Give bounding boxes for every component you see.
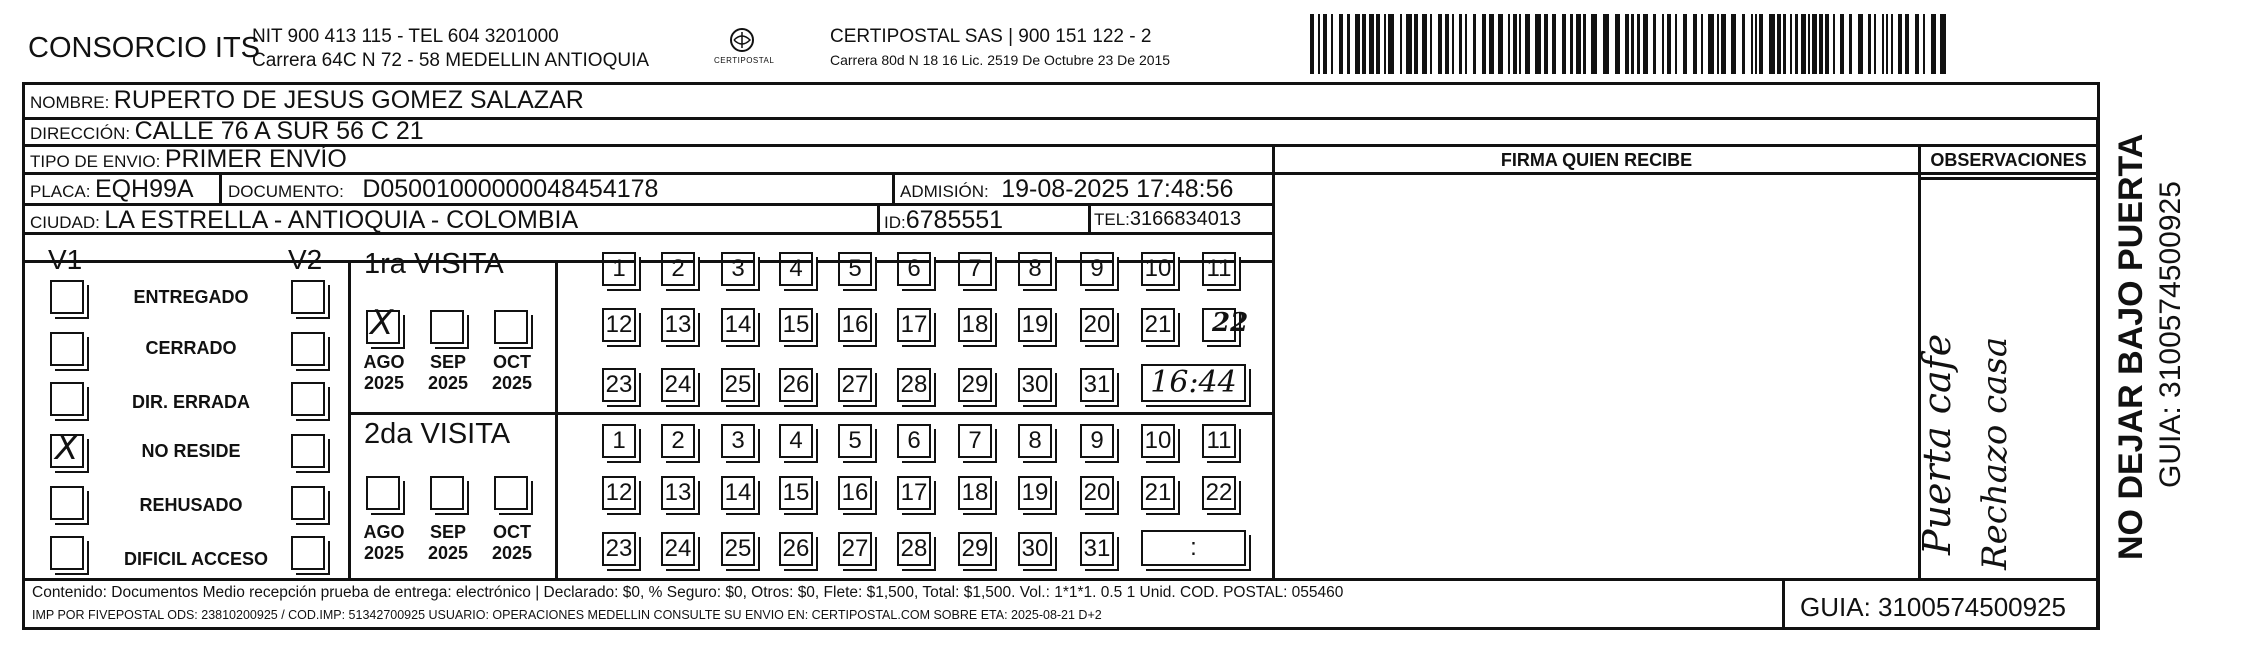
first-visit-day-23[interactable]: 23: [602, 368, 636, 402]
first-visit-day-25[interactable]: 25: [721, 368, 755, 402]
barcode-bar: [1323, 14, 1327, 74]
tipo-envio-label: TIPO DE ENVIO:: [30, 152, 161, 171]
barcode-bar: [1347, 14, 1350, 74]
first-visit-day-2[interactable]: 2: [661, 252, 695, 286]
barcode-bar: [1508, 14, 1510, 74]
status-entregado: ENTREGADO: [133, 287, 249, 307]
second-visit-day-9[interactable]: 9: [1080, 424, 1114, 458]
v1-dificil-acceso-checkbox[interactable]: [50, 536, 84, 570]
month-year: 2025: [363, 373, 405, 393]
tipo-envio-value: PRIMER ENVÍO: [164, 145, 347, 173]
second-visit-day-25[interactable]: 25: [721, 532, 755, 566]
barcode-bar: [1310, 14, 1314, 74]
second-visit-day-7[interactable]: 7: [958, 424, 992, 458]
company-nit-tel: NIT 900 413 115 - TEL 604 3201000: [252, 26, 559, 47]
barcode-bar: [1783, 14, 1786, 74]
placa-value: EQH99A: [94, 175, 194, 203]
barcode-bar: [1414, 14, 1418, 74]
divider: [1920, 177, 2100, 180]
status-dificil-acceso: DIFICIL ACCESO: [123, 549, 268, 569]
divider: [219, 172, 222, 204]
barcode-icon: [1310, 14, 1948, 74]
observation-line-2: Rechazo casa: [1975, 336, 2015, 570]
barcode-bar: [1562, 14, 1566, 74]
month-year: 2025: [491, 543, 533, 563]
barcode-bar: [1769, 14, 1775, 74]
barcode-bar: [1751, 14, 1753, 74]
first-visit-day-15[interactable]: 15: [779, 308, 813, 342]
first-visit-day-27[interactable]: 27: [838, 368, 872, 402]
second-visit-time-value: :: [1190, 534, 1197, 561]
barcode-bar: [1438, 14, 1442, 74]
month-year: 2025: [427, 373, 469, 393]
certipostal-logo-text: CERTIPOSTAL: [714, 56, 775, 65]
ciudad-label: CIUDAD:: [30, 213, 100, 232]
divider: [348, 412, 1272, 415]
id-value: 6785551: [905, 206, 1004, 234]
barcode-bar: [1465, 14, 1467, 74]
divider: [1088, 203, 1091, 233]
first-visit-day-3[interactable]: 3: [721, 252, 755, 286]
first-visit-day-29[interactable]: 29: [958, 368, 992, 402]
barcode-bar: [1808, 14, 1810, 74]
company-name: CONSORCIO ITS: [28, 32, 261, 64]
side-guia: GUIA: 3100574500925: [2154, 181, 2187, 488]
barcode-bar: [1693, 14, 1697, 74]
barcode-bar: [1759, 14, 1763, 74]
firma-header: FIRMA QUIEN RECIBE: [1500, 150, 1693, 170]
barcode-bar: [1868, 14, 1871, 74]
first-visit-oct-checkbox[interactable]: [494, 310, 528, 344]
barcode-bar: [1825, 14, 1829, 74]
barcode-bar: [1849, 14, 1852, 74]
second-visit-day-8[interactable]: 8: [1018, 424, 1052, 458]
barcode-bar: [1637, 14, 1640, 74]
divider: [2096, 117, 2099, 630]
barcode-bar: [1422, 14, 1427, 74]
nombre-label: NOMBRE:: [30, 93, 110, 112]
v1-label: V1: [48, 244, 83, 275]
barcode-bar: [1331, 14, 1333, 74]
second-visit-day-19[interactable]: 19: [1018, 476, 1052, 510]
first-visit-day-30[interactable]: 30: [1018, 368, 1052, 402]
barcode-bar: [1615, 14, 1620, 74]
status-no-reside: NO RESIDE: [141, 441, 241, 461]
v2-label: V2: [288, 244, 323, 275]
barcode-bar: [1721, 14, 1726, 74]
barcode-bar: [1482, 14, 1486, 74]
barcode-bar: [1882, 14, 1884, 74]
second-visit-day-27[interactable]: 27: [838, 532, 872, 566]
barcode-bar: [1603, 14, 1609, 74]
first-visit-day-1[interactable]: 1: [602, 252, 636, 286]
first-visit-day-24[interactable]: 24: [661, 368, 695, 402]
first-visit-month-oct: [482, 352, 542, 394]
barcode-bar: [1708, 14, 1714, 74]
barcode-bar: [1915, 14, 1919, 74]
second-visit-day-1[interactable]: 1: [602, 424, 636, 458]
id-label: ID:: [884, 213, 906, 232]
barcode-bar: [1898, 14, 1902, 74]
divider: [348, 260, 351, 578]
second-visit-day-17[interactable]: 17: [897, 476, 931, 510]
barcode-bar: [1362, 14, 1366, 74]
barcode-bar: [1742, 14, 1745, 74]
documento-label: DOCUMENTO:: [228, 182, 344, 201]
month-name: AGO: [363, 352, 405, 372]
second-visit-month-oct: [482, 522, 542, 564]
barcode-bar: [1701, 14, 1703, 74]
barcode-bar: [1731, 14, 1736, 74]
barcode-bar: [1905, 14, 1909, 74]
barcode-bar: [1931, 14, 1936, 74]
id-row: [884, 206, 1003, 235]
second-visit-day-20[interactable]: 20: [1080, 476, 1114, 510]
admision-row: [900, 175, 1233, 204]
barcode-bar: [1886, 14, 1888, 74]
first-visit-day-20[interactable]: 20: [1080, 308, 1114, 342]
second-visit-month-sep: [418, 522, 478, 564]
first-visit-day-7[interactable]: 7: [958, 252, 992, 286]
divider: [22, 578, 2100, 581]
nombre-row: [30, 86, 584, 115]
second-visit-day-4[interactable]: 4: [779, 424, 813, 458]
v1-cerrado-checkbox[interactable]: [50, 332, 84, 366]
barcode-bar: [1812, 14, 1817, 74]
second-visit-day-14[interactable]: 14: [721, 476, 755, 510]
second-visit-day-16[interactable]: 16: [838, 476, 872, 510]
second-visit-day-10[interactable]: 10: [1141, 424, 1175, 458]
second-visit-day-3[interactable]: 3: [721, 424, 755, 458]
second-visit-day-6[interactable]: 6: [897, 424, 931, 458]
v1-dir-errada-checkbox[interactable]: [50, 382, 84, 416]
first-visit-sep-checkbox[interactable]: [430, 310, 464, 344]
v2-dificil-acceso-checkbox[interactable]: [291, 536, 325, 570]
second-visit-day-2[interactable]: 2: [661, 424, 695, 458]
barcode-bar: [1653, 14, 1656, 74]
ciudad-value: LA ESTRELLA - ANTIOQUIA - COLOMBIA: [104, 206, 579, 234]
barcode-bar: [1339, 14, 1343, 74]
v1-entregado-checkbox[interactable]: [50, 280, 84, 314]
placa-row: [30, 175, 194, 204]
status-rehusado: REHUSADO: [139, 495, 243, 515]
first-visit-day-8[interactable]: 8: [1018, 252, 1052, 286]
second-visit-day-28[interactable]: 28: [897, 532, 931, 566]
barcode-bar: [1459, 14, 1462, 74]
month-name: OCT: [493, 522, 531, 542]
first-visit-time-box[interactable]: [1141, 364, 1246, 402]
certipostal-address: Carrera 80d N 18 16 Lic. 2519 De Octubre 23 De 2015: [830, 52, 1171, 68]
first-visit-day-14[interactable]: 14: [721, 308, 755, 342]
barcode-bar: [1576, 14, 1581, 74]
barcode-bar: [1675, 14, 1677, 74]
second-visit-sep-checkbox[interactable]: [430, 476, 464, 510]
observation-line-1: Puerta cafe: [1915, 333, 1959, 555]
documento-row: [228, 175, 658, 204]
first-visit-day-5[interactable]: 5: [838, 252, 872, 286]
divider: [1782, 578, 1785, 630]
side-warning: NO DEJAR BAJO PUERTA: [2112, 133, 2150, 560]
month-year: 2025: [491, 373, 533, 393]
second-visit-day-26[interactable]: 26: [779, 532, 813, 566]
v2-rehusado-checkbox[interactable]: [291, 486, 325, 520]
second-visit-title: 2da VISITA: [364, 418, 511, 450]
second-visit-day-30[interactable]: 30: [1018, 532, 1052, 566]
first-visit-day-22-mark: 22: [1212, 308, 1249, 338]
first-visit-day-11[interactable]: 11: [1202, 252, 1236, 286]
nombre-value: RUPERTO DE JESUS GOMEZ SALAZAR: [113, 86, 584, 114]
admision-label: ADMISIÓN:: [900, 182, 989, 201]
barcode-bar: [1662, 14, 1664, 74]
first-visit-day-19[interactable]: 19: [1018, 308, 1052, 342]
divider: [892, 172, 895, 204]
second-visit-day-24[interactable]: 24: [661, 532, 695, 566]
divider: [1272, 144, 1275, 578]
first-visit-ago-mark: X: [370, 303, 394, 343]
barcode-bar: [1430, 14, 1432, 74]
footer-content: Contenido: Documentos Medio recepción prueba de entrega: electrónico | Declarado: $0, % Seguro: $0, Otros: $0, Flete: $1,500, Total: $1,500. Vol.: 1*1*1. 0.5 1 Unid. COD. POSTAL: 055460: [32, 584, 1344, 601]
barcode-bar: [1570, 14, 1573, 74]
status-cerrado: CERRADO: [145, 338, 237, 358]
second-visit-day-23[interactable]: 23: [602, 532, 636, 566]
placa-label: PLACA:: [30, 182, 91, 201]
direccion-label: DIRECCIÓN:: [30, 124, 131, 143]
first-visit-day-6[interactable]: 6: [897, 252, 931, 286]
barcode-bar: [1513, 14, 1517, 74]
barcode-bar: [1667, 14, 1671, 74]
month-name: OCT: [493, 352, 531, 372]
first-visit-title: 1ra VISITA: [364, 248, 504, 280]
month-name: SEP: [429, 352, 467, 372]
barcode-bar: [1498, 14, 1503, 74]
barcode-bar: [1801, 14, 1806, 74]
barcode-bar: [1874, 14, 1876, 74]
barcode-bar: [1833, 14, 1835, 74]
barcode-bar: [1795, 14, 1798, 74]
documento-value: D05001000000048454178: [362, 175, 659, 203]
second-visit-time-box[interactable]: [1141, 530, 1246, 566]
month-name: SEP: [429, 522, 467, 542]
divider: [877, 203, 880, 233]
barcode-bar: [1625, 14, 1629, 74]
barcode-bar: [1631, 14, 1634, 74]
v2-no-reside-checkbox[interactable]: [291, 434, 325, 468]
barcode-bar: [1445, 14, 1449, 74]
barcode-bar: [1552, 14, 1556, 74]
second-visit-day-31[interactable]: 31: [1080, 532, 1114, 566]
barcode-bar: [1473, 14, 1476, 74]
barcode-bar: [1535, 14, 1541, 74]
barcode-bar: [1355, 14, 1360, 74]
month-year: 2025: [363, 543, 405, 563]
certipostal-logo: [712, 26, 775, 72]
first-visit-time-value: 16:44: [1150, 365, 1237, 400]
barcode-bar: [1717, 14, 1719, 74]
v2-entregado-checkbox[interactable]: [291, 280, 325, 314]
barcode-bar: [1790, 14, 1792, 74]
barcode-bar: [1318, 14, 1320, 74]
tel-label: TEL:: [1094, 210, 1130, 229]
tel-row: [1094, 208, 1241, 231]
second-visit-day-13[interactable]: 13: [661, 476, 695, 510]
divider: [555, 260, 558, 578]
first-visit-month-sep: [418, 352, 478, 394]
second-visit-day-22[interactable]: 22: [1202, 476, 1236, 510]
v2-dir-errada-checkbox[interactable]: [291, 382, 325, 416]
first-visit-day-21[interactable]: 21: [1141, 308, 1175, 342]
second-visit-day-18[interactable]: 18: [958, 476, 992, 510]
barcode-bar: [1940, 14, 1946, 74]
ciudad-row: [30, 206, 578, 235]
footer-print-info: IMP POR FIVEPOSTAL ODS: 23810200925 / COD.IMP: 51342700925 USUARIO: OPERACIONES MEDELLIN CONSULTE SU ENVIO EN: CERTIPOSTAL.COM SOBRE ETA: 2025-08-21 D+2: [32, 608, 1102, 622]
certipostal-logo-icon: [712, 26, 775, 72]
direccion-value: CALLE 76 A SUR 56 C 21: [134, 117, 424, 145]
barcode: [1310, 14, 1948, 74]
barcode-bar: [1683, 14, 1687, 74]
observaciones-header: OBSERVACIONES: [1930, 150, 2087, 170]
barcode-bar: [1369, 14, 1374, 74]
first-visit-day-10[interactable]: 10: [1141, 252, 1175, 286]
first-visit-month-ago: [354, 352, 414, 394]
direccion-row: [30, 117, 424, 146]
barcode-bar: [1819, 14, 1823, 74]
barcode-bar: [1923, 14, 1925, 74]
first-visit-day-26[interactable]: 26: [779, 368, 813, 402]
second-visit-ago-checkbox[interactable]: [366, 476, 400, 510]
first-visit-day-31[interactable]: 31: [1080, 368, 1114, 402]
first-visit-day-9[interactable]: 9: [1080, 252, 1114, 286]
month-name: AGO: [363, 522, 405, 542]
barcode-bar: [1858, 14, 1863, 74]
barcode-bar: [1452, 14, 1454, 74]
certipostal-name: CERTIPOSTAL SAS | 900 151 122 - 2: [830, 26, 1152, 47]
first-visit-day-16[interactable]: 16: [838, 308, 872, 342]
barcode-bar: [1840, 14, 1844, 74]
admision-value: 19-08-2025 17:48:56: [1001, 175, 1234, 203]
month-year: 2025: [427, 543, 469, 563]
barcode-bar: [1400, 14, 1402, 74]
tel-value: 3166834013: [1129, 208, 1242, 230]
barcode-bar: [1643, 14, 1648, 74]
v1-rehusado-checkbox[interactable]: [50, 486, 84, 520]
v2-cerrado-checkbox[interactable]: [291, 332, 325, 366]
barcode-bar: [1891, 14, 1893, 74]
second-visit-oct-checkbox[interactable]: [494, 476, 528, 510]
first-visit-day-12[interactable]: 12: [602, 308, 636, 342]
barcode-bar: [1583, 14, 1586, 74]
first-visit-day-13[interactable]: 13: [661, 308, 695, 342]
barcode-bar: [1525, 14, 1530, 74]
barcode-bar: [1388, 14, 1394, 74]
first-visit-day-17[interactable]: 17: [897, 308, 931, 342]
barcode-bar: [1755, 14, 1757, 74]
footer-guia: GUIA: 3100574500925: [1800, 592, 2066, 622]
first-visit-day-4[interactable]: 4: [779, 252, 813, 286]
second-visit-month-ago: [354, 522, 414, 564]
second-visit-day-12[interactable]: 12: [602, 476, 636, 510]
second-visit-day-11[interactable]: 11: [1202, 424, 1236, 458]
v1-no-reside-mark: X: [55, 428, 79, 468]
barcode-bar: [1406, 14, 1412, 74]
first-visit-day-18[interactable]: 18: [958, 308, 992, 342]
barcode-bar: [1544, 14, 1548, 74]
second-visit-day-5[interactable]: 5: [838, 424, 872, 458]
barcode-bar: [1376, 14, 1380, 74]
barcode-bar: [1591, 14, 1597, 74]
second-visit-day-21[interactable]: 21: [1141, 476, 1175, 510]
status-dir-errada: DIR. ERRADA: [131, 392, 250, 412]
company-address: Carrera 64C N 72 - 58 MEDELLIN ANTIOQUIA: [252, 50, 650, 71]
tipo-envio-row: [30, 145, 347, 174]
barcode-bar: [1384, 14, 1386, 74]
second-visit-day-15[interactable]: 15: [779, 476, 813, 510]
barcode-bar: [1519, 14, 1521, 74]
barcode-bar: [1489, 14, 1494, 74]
second-visit-day-29[interactable]: 29: [958, 532, 992, 566]
barcode-bar: [1777, 14, 1781, 74]
first-visit-day-28[interactable]: 28: [897, 368, 931, 402]
